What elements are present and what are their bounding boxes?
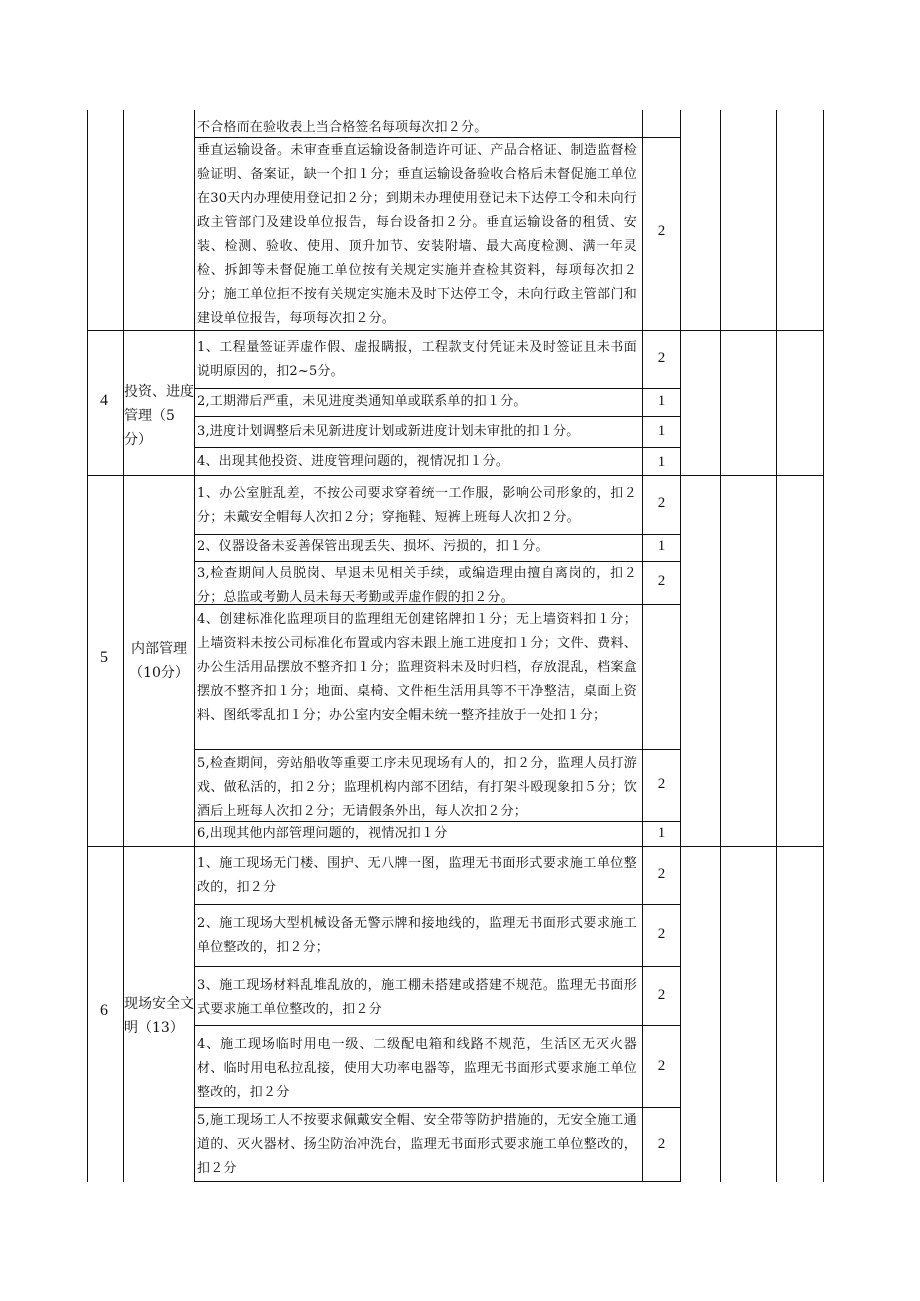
criterion-text: 4、出现其他投资、进度管理问题的，视情况扣１分。 <box>197 454 510 469</box>
category-label: 现场安全文明（13） <box>124 996 194 1036</box>
row-divider <box>87 475 823 476</box>
criterion-text: 垂直运输设备。未审查垂直运输设备制造许可证、产品合格证、制造监督检验证明、备案证，缺一个扣１分；垂直运输设备验收合格后未督促施工单位在30天内办理使用登记扣２分；到期未办理使用登记未下达停工令和未向行政主管部门及建设单位报告，每台设备扣２分。垂直运输设备的租赁、安装、检测、验收、使用、顶升加节、安装附墙、最大高度检测、满一年灵检、拆卸等未督促施工单位按有关规定实施并查检其资料，每项每次扣２分；施工单位拒不按有关规定实施未及时下达停工令，未向行政主管部门和建设单位报告，每项每次扣２分。 <box>197 143 637 326</box>
score-value: 1 <box>657 423 666 439</box>
score-value: 2 <box>657 495 666 511</box>
score-value: 2 <box>657 350 666 366</box>
score-value: 2 <box>657 776 666 792</box>
score-value: 2 <box>657 1058 666 1074</box>
criterion-text: 6,出现其他内部管理问题的，视情况扣１分 <box>197 826 448 841</box>
criterion-text: 不合格而在验收表上当合格签名每项每次扣２分。 <box>197 120 488 135</box>
column-divider <box>776 110 777 1182</box>
criterion-text: 3、施工现场材料乱堆乱放的，施工棚未搭建或搭建不规范。监理无书面形式要求施工单位整改的，扣２分 <box>197 978 637 1017</box>
score-value: 1 <box>657 825 666 841</box>
criterion-text: 2、施工现场大型机械设备无警示牌和接地线的，监理无书面形式要求施工单位整改的，扣２分； <box>197 916 637 955</box>
item-number: 4 <box>100 392 108 409</box>
criterion-text: 5,施工现场工人不按要求佩戴安全帽、安全带等防护措施的，无安全施工通道的、灭火器材、扬尘防治冲洗台，监理无书面形式要求施工单位整改的，扣２分 <box>197 1113 637 1176</box>
score-value: 1 <box>657 393 666 409</box>
row-divider <box>87 846 823 847</box>
row-divider <box>194 388 680 389</box>
row-divider <box>194 904 680 905</box>
score-value: 2 <box>657 573 666 589</box>
category-label: 投资、进度管理（5分） <box>124 384 194 448</box>
criterion-text: 1、施工现场无门楼、围护、无八牌一图，监理无书面形式要求施工单位整改的，扣２分 <box>197 856 637 895</box>
criterion-text: 1、工程量签证弄虚作假、虚报瞒报，工程款支付凭证未及时签证且未书面说明原因的，扣2~5分。 <box>197 340 637 379</box>
row-divider <box>194 1107 680 1108</box>
criterion-text: 3,进度计划调整后未见新进度计划或新进度计划未审批的扣１分。 <box>197 424 580 439</box>
column-divider <box>720 110 721 1182</box>
score-value: 2 <box>657 223 666 239</box>
score-value: 2 <box>657 866 666 882</box>
category-label: 内部管理（10分） <box>129 641 189 681</box>
table-border-left <box>87 110 88 1182</box>
criterion-text: 2,工期滞后严重，未见进度类通知单或联系单的扣１分。 <box>197 394 527 409</box>
criterion-text: 4、创建标准化监理项目的监理组无创建铭牌扣１分；无上墙资料扣１分；上墙资料未按公司标准化布置或内容未跟上施工进度扣１分；文件、费料、办公生活用品摆放不整齐扣１分；监理资料未及时归档，存放混乱，档案盒摆放不整齐扣１分；地面、桌椅、文件柜生活用具等不干净整洁，桌面上资料、图纸零乱扣１分；办公室内安全帽未统一整齐挂放于一处扣１分； <box>197 612 637 723</box>
column-divider <box>680 110 681 1182</box>
score-value: 2 <box>657 1136 666 1152</box>
criterion-text: 5,检查期间，旁站船收等重要工序未见现场有人的，扣２分，监理人员打游戏、做私活的，扣２分；监理机构内部不团结，有打架斗殴现象扣５分；饮酒后上班每人次扣２分；无请假条外出，每人次扣２分； <box>197 756 637 819</box>
criterion-text: 3,检查期间人员脱岗、早退未见相关手续，或编造理由擅自离岗的，扣２分；总监或考勤人员未每天考勤或弄虚作假的扣２分。 <box>197 566 637 605</box>
criterion-text: 2、仪器设备未妥善保管出现丢失、损坏、污损的，扣１分。 <box>197 539 549 554</box>
row-divider <box>194 966 680 967</box>
score-value: 2 <box>657 926 666 942</box>
criterion-text: 4、施工现场临时用电一级、二级配电箱和线路不规范，生活区无灭火器材、临时用电私拉乱接，使用大功率电器等，监理无书面形式要求施工单位整改的，扣２分 <box>197 1037 637 1100</box>
item-number: 5 <box>100 649 108 666</box>
row-divider <box>194 447 680 448</box>
score-value: 2 <box>657 987 666 1003</box>
table-border-right <box>823 110 824 1182</box>
row-divider <box>194 1025 680 1026</box>
criterion-text: 1、办公室脏乱差，不按公司要求穿着统一工作服，影响公司形象的，扣２分；未戴安全帽每人次扣２分；穿拖鞋、短裤上班每人次扣２分。 <box>197 486 637 525</box>
column-divider <box>194 110 195 1182</box>
row-divider <box>194 1181 680 1182</box>
score-value: 1 <box>657 538 666 554</box>
column-divider <box>642 110 643 1182</box>
row-divider <box>194 416 680 417</box>
score-value: 1 <box>657 454 666 470</box>
row-divider <box>194 749 680 750</box>
item-number: 6 <box>100 1002 108 1019</box>
